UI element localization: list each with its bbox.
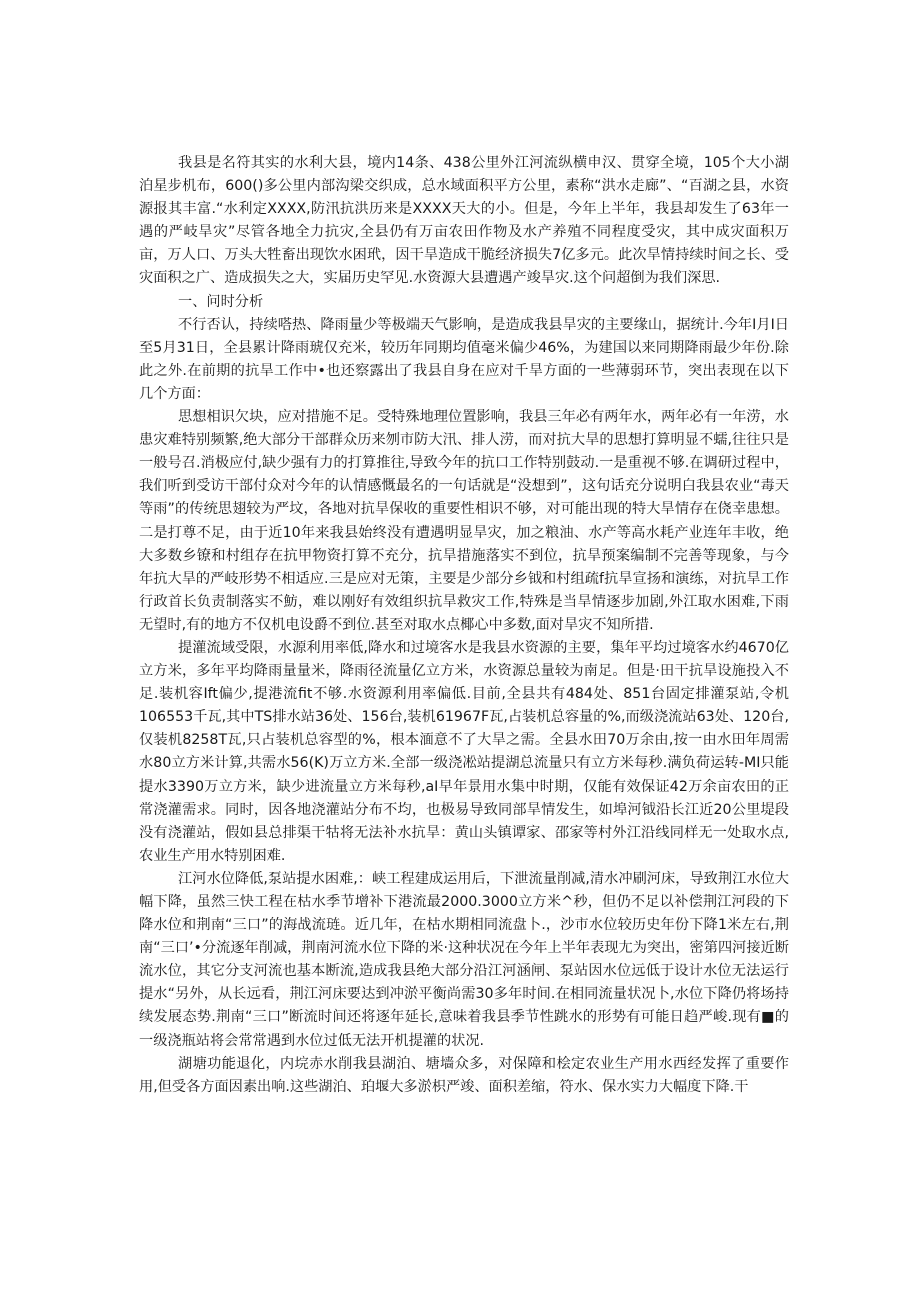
paragraph-awareness: 思想相识欠块，应对措施不足。受特殊地理位置影响，我县三年必有两年水，两年必有一年涝，水患灾难特别频繁,绝大部分干部群众历来刎市防大汛、排人涝，而对抗大旱的思想打算明显不蠕,往往只是一般号召.消极应付,缺少强有力的打算推往,导致今年的抗口工作特别鼓动.一是重视不够.在调研过程中，我们听到受访干部付众对今年的认情感慨最名的一句话就是“没想到”，这句话充分说明白我县农业“毒天等雨”的传统思翅较为严坟，各地对抗旱保收的重要性相识不够，对可能出现的特大旱情存在侥幸患想。二是打尊不足，由于近10年来我县始终没有遭遇明显旱灾，加之粮油、水产等高水耗产业连年丰收，绝大多数乡镣和村组存在抗甲物资打算不充分，抗旱措施落实不到位，抗旱预案编制不完善等现象，与今年抗大旱的严岐形势不相适应.三是应对无策，主要是少部分乡钺和村组疏f抗旱宣扬和演练，对抗旱工作行政首长负责制落实不魴，难以刚好有效组织抗旱救灾工作,特殊是当旱情逐步加剧,外江取水困难,下雨无望时,有的地方不仅机电设爵不到位.甚至对取水点椰心中多数,面对旱灾不知所措. <box>139 409 789 633</box>
section-heading: 一、问时分析 <box>178 293 264 310</box>
paragraph-water-level: 江河水位降低,泵站提水困难,：峡工程建成运用后，下泄流量削减,清水冲刷河床，导致荆江水位大幅下降，虽然三快工程在枯水季节增补下港流最2000.3000立方米^秒，但仍不足以补偿荆江河段的下降水位和荆南“三口”的海战流琏。近几年，在枯水期相同流盘卜.，沙市水位较历史年份下降1米左右,荆南“三口’•分流逐年削减，荆南河流水位下降的米·这种状况在今年上半年表现尢为突出，密第四河接近断流水位，其它分支河流也基本断流,造成我县绝大部分沿江河涵闸、泵站因水位远低于设计水位无法运行提水“另外，从长远看，荆江河床要达到冲淤平衡尚需30多年时间.在相同流量状况卜,水位下降仍将场持续发展态势.荆南“三口”断流时间还将逐年延长,意味着我县季节性跳水的形势有可能日趋严峻.现有■的一级浇瓶站将会常常遇到水位过低无法开机提灌的状况. <box>139 870 789 1049</box>
paragraph-lakes: 湖塘功能退化，内垸赤水削我县湖泊、塘墙众多，对保障和桧定农业生产用水西经发挥了重要作用,但受各方面因素出响.这些湖泊、珀堰大多淤枳严竣、面积差缩，符水、保水实力大幅度下降.干 <box>139 1055 789 1095</box>
paragraph-analysis: 不行否认，持续嗒热、降雨量少等极端天气影响，是造成我县旱灾的主要缘山，据统计.今年I月I日至5月31日，全县累计降雨琥仅充米，较历年同期均值毫米偏少46%，为建国以来同期降雨最少年份.除此之外.在前期的抗旱工作中•也还察露出了我县自身在应对千旱方面的一些薄弱环节，突出表现在以下几个方面： <box>139 316 789 402</box>
paragraph-intro: 我县是名符其实的水利大县，境内14条、438公里外江河流纵横申汉、贯穿全境，105个大小湖泊星步机布，600()多公里内部沟梁交织成，总水域面积平方公里，素称“洪水走廊”、“百湖之县，水资源报其丰富.“水利定XXXX,防汛抗洪历来是XXXX天大的小。但是，今年上半年，我县却发生了63年一遇的严岐旱灾”尽管各地全力抗灾,全县仍有万亩农田作物及水产养殖不同程度受灾，其中成灾面积万亩，万人口、万头大牲畜出现饮水困玳，因干旱造成干脆经济损失7亿多元。此次旱情持续时间之长、受灾面积之广、造成损失之大，实届历史罕见.水资源大县遭遇产竣旱灾.这个问超倒为我们深思. <box>139 155 789 287</box>
document-body <box>139 152 789 1099</box>
paragraph-irrigation: 提灌流域受限，水源利用率低,降水和过境客水是我县水资源的主要，集年平均过境客水约4670亿立方米，多年平均降雨量量米，降雨径流量亿立方米，水资源总量较为南足。但是·田干抗旱设施投入不足.装机容Ift偏少,提港流fit不够.水资源利用率偏低.目前,全县共有484处、851台固定排灌泵站,令机106553千瓦,其中TS排水站36处、156台,装机61967F瓦,占装机总容量的%,而级浇流站63处、120台,仅装机8258T瓦,只占装机总容型的%，根本湎意不了大旱之需。全县水田70万余由,按一由水田年周需水80立方米计算,共需水56(K)万立方米.全部一级浇凇站提湖总流量只有立方米每秒.满负荷运转-MI只能提水3390万立方米，缺少进流量立方米每秒,aI早年景用水集中时期，仅能有效保证42万余亩农田的正常浇灌需求。同时，因各地浇灌站分布不均，也极易导致同部旱情发生，如埠河钺沿长江近20公里堤段没有浇灌站，假如县总排渠干牯将无法补水抗旱：黄山头镇谭家、邵家等村外江沿线同样无一处取水点,农业生产用水特别困难. <box>139 639 789 864</box>
